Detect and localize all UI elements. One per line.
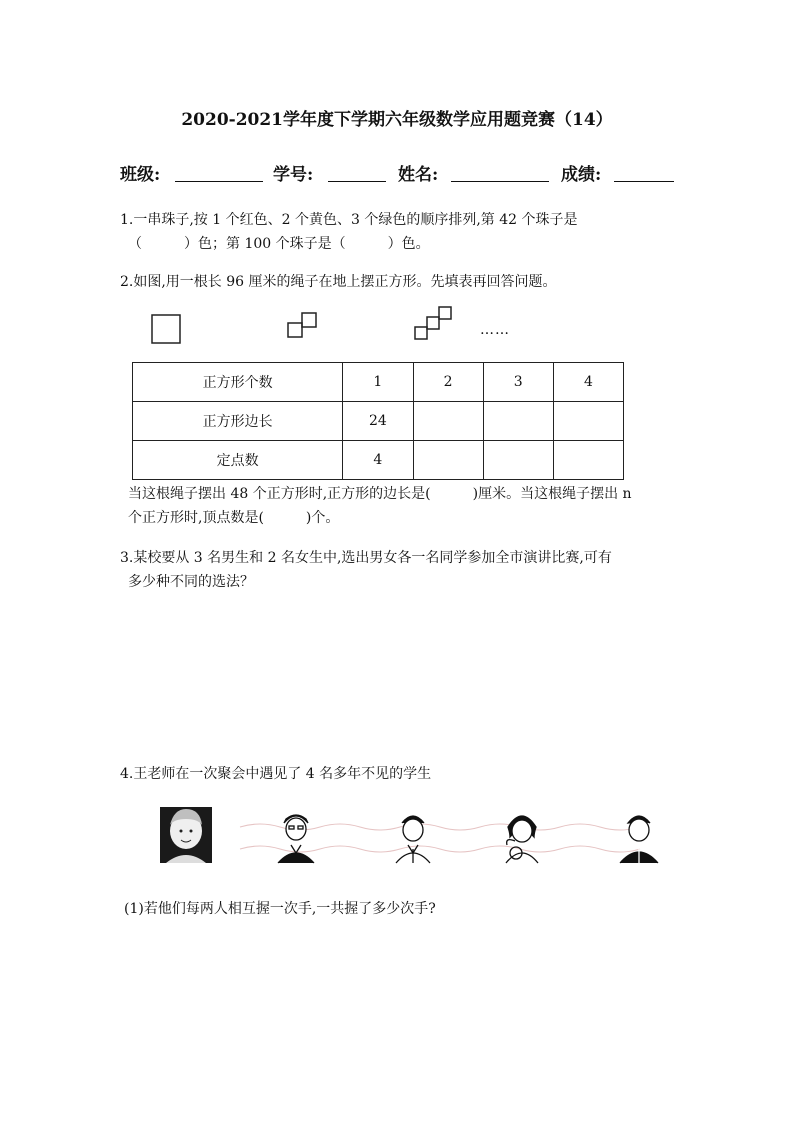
table-cell: 1 [343, 363, 413, 402]
row-label: 正方形个数 [133, 363, 343, 402]
answer-cell[interactable] [553, 402, 623, 441]
question-2-stem: 2.如图,用一根长 96 厘米的绳子在地上摆正方形。先填表再回答问题。 [120, 274, 557, 290]
class-label: 班级: [120, 165, 161, 185]
name-blank[interactable] [451, 181, 549, 182]
answer-cell[interactable] [413, 402, 483, 441]
people-illustration [160, 805, 670, 867]
question-2-followup-line-1: 当这根绳子摆出 48 个正方形时,正方形的边长是( )厘米。当这根绳子摆出 n [128, 486, 632, 502]
question-1-line-1: 1.一串珠子,按 1 个红色、2 个黄色、3 个绿色的顺序排列,第 42 个珠子是 [120, 212, 578, 228]
squares-table [132, 362, 624, 480]
question-2-followup [128, 482, 698, 530]
question-2-followup-line-2: 个正方形时,顶点数是( )个。 [128, 510, 340, 526]
page-title: 2020-2021学年度下学期六年级数学应用题竞赛（14） [181, 110, 613, 130]
student-2-figure [396, 816, 430, 863]
class-blank[interactable] [175, 181, 263, 182]
question-4-sub-1: (1)若他们每两人相互握一次手,一共握了多少次手? [124, 901, 436, 917]
name-label: 姓名: [398, 165, 439, 185]
teacher-portrait [160, 807, 212, 863]
answer-cell[interactable] [483, 402, 553, 441]
two-squares-shape [288, 313, 316, 337]
row-label: 定点数 [133, 441, 343, 480]
single-square-shape [152, 315, 180, 343]
question-3-line-2: 多少种不同的选法？ [128, 574, 254, 590]
table-cell: 4 [343, 441, 413, 480]
table-cell: 4 [553, 363, 623, 402]
question-3-line-1: 3.某校要从 3 名男生和 2 名女生中,选出男女各一名同学参加全市演讲比赛,可有 [120, 550, 612, 566]
question-4-stem: 4.王老师在一次聚会中遇见了 4 名多年不见的学生 [120, 766, 432, 782]
table-cell: 3 [483, 363, 553, 402]
three-squares-shape [415, 307, 451, 339]
squares-figure [145, 305, 525, 347]
student-id-label: 学号: [273, 165, 314, 185]
student-4-figure [620, 816, 658, 863]
table-row [133, 441, 624, 480]
question-1 [120, 208, 690, 256]
answer-cell[interactable] [413, 441, 483, 480]
table-cell: 24 [343, 402, 413, 441]
score-blank[interactable] [614, 181, 674, 182]
answer-cell[interactable] [483, 441, 553, 480]
student-id-blank[interactable] [328, 181, 386, 182]
student-3-figure [506, 816, 538, 863]
score-label: 成绩: [561, 165, 602, 185]
answer-cell[interactable] [553, 441, 623, 480]
table-row [133, 402, 624, 441]
row-label: 正方形边长 [133, 402, 343, 441]
table-cell: 2 [413, 363, 483, 402]
table-row [133, 363, 624, 402]
student-1-figure [278, 815, 314, 863]
question-1-line-2: （ ）色；第 100 个珠子是（ ）色。 [128, 236, 430, 252]
question-3 [120, 546, 690, 594]
student-info-row [120, 160, 680, 188]
ellipsis-dots: …… [480, 322, 510, 338]
